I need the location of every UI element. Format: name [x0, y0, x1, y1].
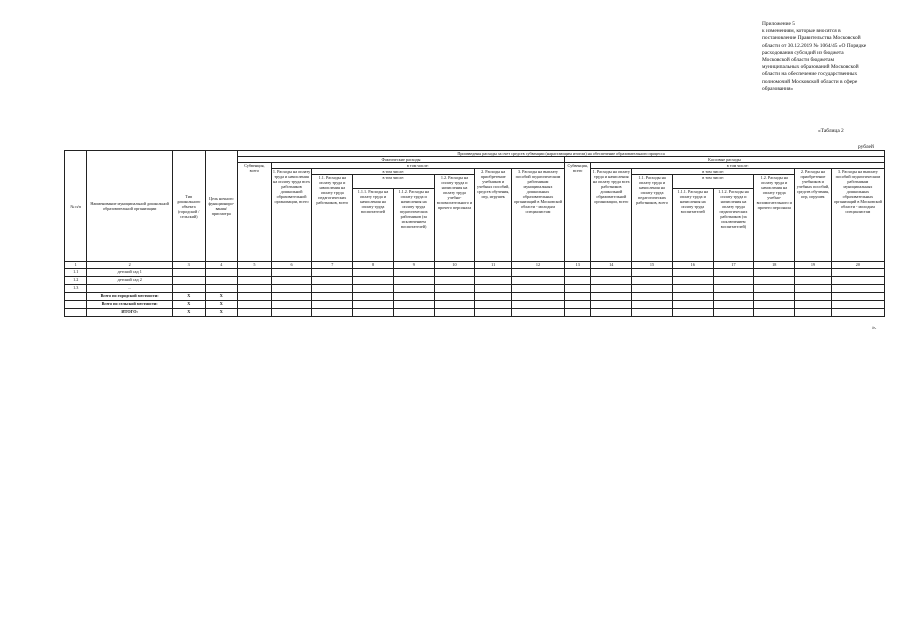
- header-f11: 1.1. Расходы на оплату труда и начисления на оплату труда педагогических работников, всего: [312, 175, 353, 262]
- header-subv-kassa: Субвенция, всего: [564, 163, 590, 262]
- header-org-name: Наименование муниципальной дошкольной образовательной организации: [87, 151, 173, 262]
- header-k111: 1.1.1. Расходы на оплату труда и начисления на оплату труда воспитателей: [672, 189, 713, 262]
- row-hours: [205, 277, 238, 285]
- row-type: X: [172, 301, 205, 309]
- header-f3: 3. Расходы на выплату пособий педагогическим работникам муниципальных дошкольных образовательных организаций в Московской области - молодым специалистам: [512, 169, 565, 262]
- row-type: [172, 285, 205, 293]
- header-k11: 1.1. Расходы на оплату труда и начисления на оплату труда педагогических работников, всего: [632, 175, 673, 262]
- header-top: Произведены расходы за счет средств субвенции (нарастающим итогом) на обеспечение образовательного процесса: [238, 151, 885, 157]
- annex-note: [762, 21, 892, 93]
- expenses-table: [64, 150, 885, 317]
- col-number: 15: [632, 262, 673, 269]
- row-type: X: [172, 309, 205, 317]
- header-fact: Фактические расходы: [238, 157, 565, 163]
- col-number: 2: [87, 262, 173, 269]
- row-type: [172, 277, 205, 285]
- row-name: Всего по сельской местности:: [87, 301, 173, 309]
- table-row-total: [65, 293, 885, 301]
- annex-line: Приложение 5: [762, 21, 795, 27]
- header-incl-kassa: в том числе:: [591, 163, 885, 169]
- annex-line: области от 30.12.2019 № 1064/45 «О Порядке: [762, 42, 867, 49]
- row-type: [172, 269, 205, 277]
- col-number: 3: [172, 262, 205, 269]
- header-f111: 1.1.1. Расходы на оплату труда и начисления на оплату труда воспитателей: [353, 189, 394, 262]
- annex-line: постановление Правительства Московской: [762, 35, 861, 42]
- row-num: [65, 301, 87, 309]
- header-hours: Цель ночного функциониро- вания/ присмотра: [205, 151, 238, 262]
- table-number: «Таблица 2: [818, 128, 844, 134]
- header-f12: 1.2. Расходы на оплату труда и начисления на оплату труда учебно-вспомогательного и прочего персонала: [434, 175, 475, 262]
- col-number: 19: [795, 262, 832, 269]
- col-number: 9: [393, 262, 434, 269]
- col-number: 4: [205, 262, 238, 269]
- row-hours: [205, 269, 238, 277]
- header-k1-incl: в том числе:: [632, 169, 795, 175]
- header-k1: 1. Расходы на оплату труда и начисления на оплату труда всех работников дошкольной образовательной организации, всего: [591, 169, 632, 262]
- col-number: 20: [831, 262, 884, 269]
- col-number: 7: [312, 262, 353, 269]
- annex-line: Московской области бюджетам: [762, 57, 834, 64]
- table-row-grand-total: [65, 309, 885, 317]
- row-hours: [205, 285, 238, 293]
- col-number: 16: [672, 262, 713, 269]
- units-label: рублей: [858, 144, 874, 150]
- header-f112: 1.1.2. Расходы на оплату труда и начисления на оплату труда педагогических работников (за исключением воспитателей): [393, 189, 434, 262]
- col-number: 1: [65, 262, 87, 269]
- col-number: 8: [353, 262, 394, 269]
- header-f2: 2. Расходы на приобретение учебников и учебных пособий, средств обучения, игр, игрушек: [475, 169, 512, 262]
- row-name: ...: [87, 285, 173, 293]
- header-k112: 1.1.2. Расходы на оплату труда и начисления на оплату труда педагогических работников (за исключением воспитателей): [713, 189, 754, 262]
- header-type: Тип дошкольного объекта (городской / сельский): [172, 151, 205, 262]
- row-name: Всего по городской местности:: [87, 293, 173, 301]
- row-type: X: [172, 293, 205, 301]
- header-f1-incl: в том числе:: [312, 169, 475, 175]
- row-num: [65, 309, 87, 317]
- col-number: 17: [713, 262, 754, 269]
- annex-line: расходования субсидий из бюджета: [762, 49, 844, 56]
- row-num: [65, 293, 87, 301]
- annex-line: к изменениям, которые вносятся в: [762, 28, 841, 35]
- row-name: детский сад 2: [87, 277, 173, 285]
- table-row: [65, 277, 885, 285]
- row-num: 1.1: [65, 269, 87, 277]
- header-kassa: Кассовые расходы: [564, 157, 884, 163]
- col-number: 14: [591, 262, 632, 269]
- row-name: ИТОГО:: [87, 309, 173, 317]
- header-f1: 1. Расходы на оплату труда и начисления на оплату труда всех работников дошкольной образовательной организации, всего: [271, 169, 312, 262]
- table-row: [65, 269, 885, 277]
- header-f11-incl: в том числе:: [353, 175, 434, 189]
- col-number: 11: [475, 262, 512, 269]
- annex-line: образования»: [762, 85, 794, 92]
- col-number: 5: [238, 262, 272, 269]
- header-k2: 2. Расходы на приобретение учебников и учебных пособий, средств обучения, игр, игрушек: [795, 169, 832, 262]
- row-name: детский сад 1: [87, 269, 173, 277]
- table-row-total: [65, 301, 885, 309]
- header-incl-fact: в том числе:: [271, 163, 564, 169]
- closing-quote-mark: ».: [872, 325, 877, 331]
- header-k3: 3. Расходы на выплату пособий педагогическим работникам муниципальных дошкольных образовательных организаций в Московской области - молодым специалистам: [831, 169, 884, 262]
- column-numbers-row: [65, 262, 885, 269]
- row-num: 1.2: [65, 277, 87, 285]
- header-subv-fact: Субвенция, всего: [238, 163, 272, 262]
- row-num: 1.3: [65, 285, 87, 293]
- col-number: 10: [434, 262, 475, 269]
- col-number: 13: [564, 262, 590, 269]
- annex-line: полномочий Московской области в сфере: [762, 78, 858, 85]
- row-hours: X: [205, 309, 238, 317]
- col-number: 18: [754, 262, 795, 269]
- header-k11-incl: в том числе:: [672, 175, 753, 189]
- header-k12: 1.2. Расходы на оплату труда и начисления на оплату труда учебно-вспомогательного и прочего персонала: [754, 175, 795, 262]
- row-hours: X: [205, 293, 238, 301]
- row-hours: X: [205, 301, 238, 309]
- col-number: 12: [512, 262, 565, 269]
- col-number: 6: [271, 262, 312, 269]
- table-row: [65, 285, 885, 293]
- annex-line: муниципальных образований Московской: [762, 64, 859, 71]
- annex-line: области на обеспечение государственных: [762, 71, 858, 78]
- header-num: № п/п: [65, 151, 87, 262]
